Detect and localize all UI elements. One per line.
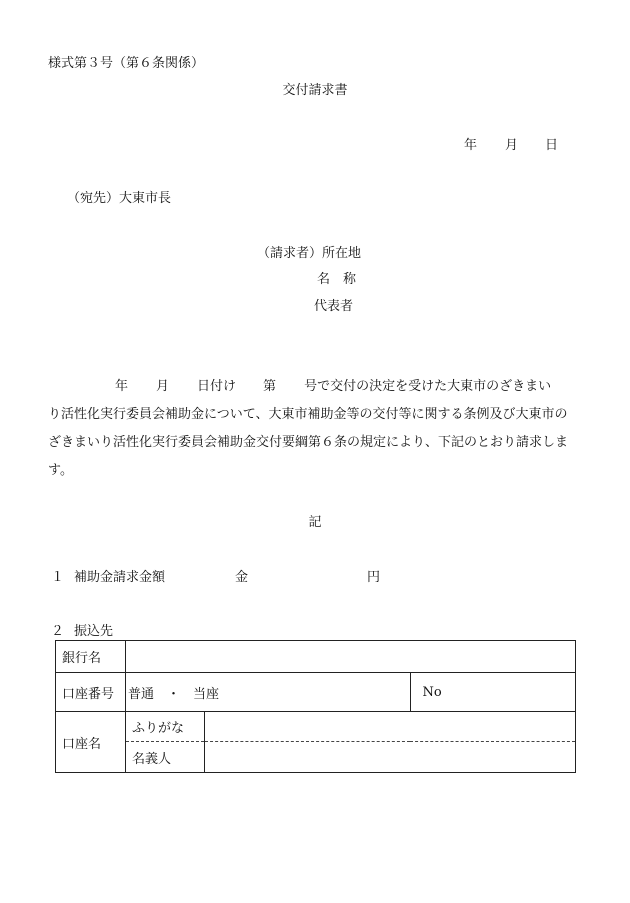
addressee: （宛先）大東市長 — [67, 191, 172, 206]
body-line-4: す。 — [48, 463, 73, 478]
body-month: 月 — [156, 379, 170, 394]
furigana-field[interactable] — [205, 712, 576, 742]
item1-number: １ — [51, 570, 65, 585]
item1-yen: 円 — [367, 570, 381, 585]
body-dai: 第 — [263, 379, 277, 394]
bank-transfer-table — [55, 640, 576, 773]
account-name-label: 口座名 — [56, 712, 126, 773]
account-type-selector[interactable]: 普通 ・ 当座 — [126, 673, 411, 712]
body-line-2: り活性化実行委員会補助金について、大東市補助金等の交付等に関する条例及び大東市の — [48, 407, 568, 422]
requester-address-label: （請求者）所在地 — [257, 246, 362, 261]
requester-representative-label: 代表者 — [314, 299, 354, 314]
date-month-label: 月 — [505, 138, 519, 153]
bank-name-field[interactable] — [126, 641, 576, 673]
form-number: 様式第３号（第６条関係） — [48, 56, 205, 71]
body-line1-rest: 号で交付の決定を受けた大東市のざきまい — [304, 379, 552, 394]
body-date-suffix: 日付け — [197, 379, 237, 394]
item1-kin: 金 — [235, 570, 249, 585]
account-holder-field[interactable] — [205, 742, 576, 773]
account-holder-label: 名義人 — [126, 742, 205, 773]
account-no-label: No — [422, 684, 442, 700]
furigana-label: ふりがな — [126, 712, 205, 742]
request-body-text — [48, 373, 588, 485]
requester-name-label: 名 称 — [317, 272, 357, 287]
item2-label: 振込先 — [74, 624, 114, 639]
bank-name-label: 銀行名 — [56, 641, 126, 673]
date-day-label: 日 — [545, 138, 559, 153]
item1-label: 補助金請求金額 — [74, 570, 166, 585]
account-number-field[interactable] — [410, 673, 575, 712]
body-line-3: ざきまいり活性化実行委員会補助金交付要綱第６条の規定により、下記のとおり請求しま — [48, 435, 569, 450]
body-year: 年 — [115, 379, 129, 394]
body-line-1 — [48, 373, 588, 401]
date-year-label: 年 — [464, 138, 478, 153]
account-number-label: 口座番号 — [56, 673, 126, 712]
ki-heading: 記 — [308, 515, 322, 530]
document-title: 交付請求書 — [282, 83, 348, 98]
item2-number: ２ — [51, 624, 65, 639]
